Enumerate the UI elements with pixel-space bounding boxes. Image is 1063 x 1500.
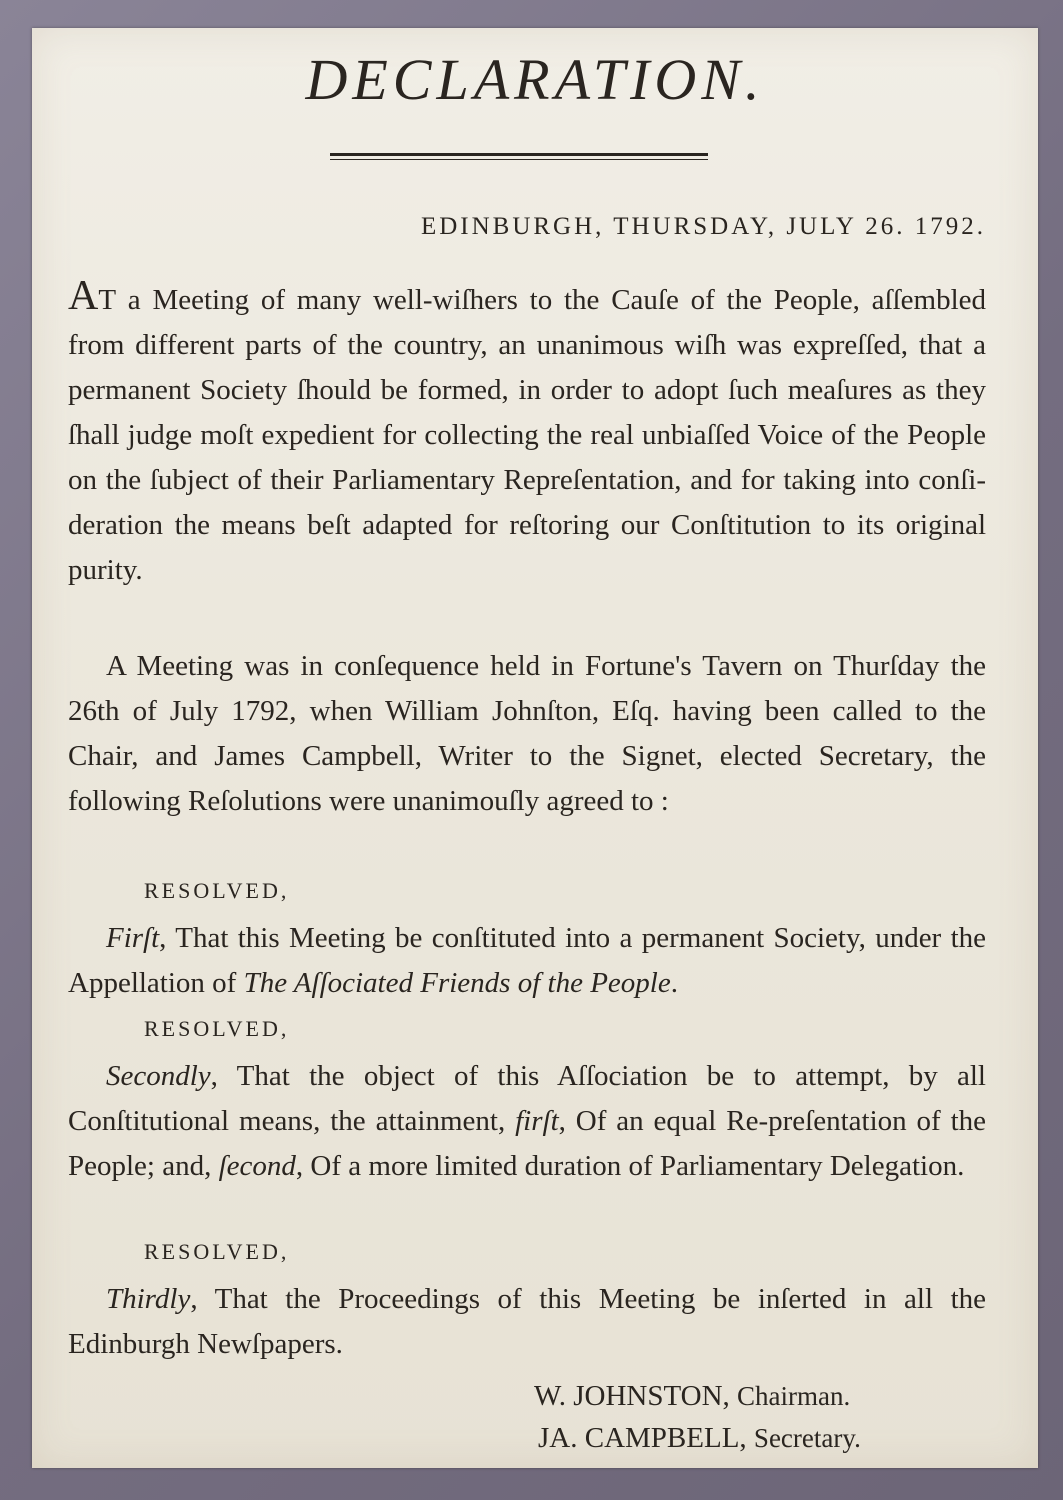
chairman-role: Chairman.	[737, 1381, 851, 1411]
resolution-3	[68, 1277, 986, 1367]
resolution-2-text-c: , Of a more limited duration of Parliamentary Delegation.	[295, 1150, 965, 1182]
resolved-heading-3: RESOLVED,	[144, 1239, 290, 1264]
society-name: The Aſſociated Friends of the People	[243, 967, 671, 999]
meeting-paragraph: A Meeting was in conſequence held in Fortune's Tavern on Thurſday the 26th of July 1792, when William Johnſton, Eſq. having been called to the Chair, and James Campbell, Writer to the Signet, elected Secretary, the following Reſolutions were unanimouſly agreed to :	[68, 650, 986, 817]
resolution-1-ordinal: Firſt	[106, 922, 160, 954]
resolution-1-tail: .	[670, 967, 678, 999]
resolution-3-text: , That the Proceedings of this Meeting be inſerted in all the Edinburgh Newſpapers.	[68, 1283, 986, 1360]
secretary-name: JA. CAMPBELL,	[538, 1422, 747, 1454]
signature-secretary	[538, 1422, 861, 1455]
secretary-role: Secretary.	[753, 1423, 861, 1453]
resolution-2-text-a: , That the object of this Aſſociation be to attempt, by all Conſtitutional means, the attainment,	[68, 1060, 986, 1137]
title-rule-thick	[330, 153, 708, 156]
resolved-heading-2: RESOLVED,	[144, 1016, 290, 1041]
intro-paragraph	[68, 274, 986, 593]
dateline: EDINBURGH, THURSDAY, JULY 26. 1792.	[420, 213, 986, 240]
resolution-2-em-second: ſecond	[218, 1150, 296, 1182]
resolution-3-ordinal: Thirdly	[106, 1283, 191, 1315]
document-title: DECLARATION.	[305, 47, 765, 112]
drop-cap: At	[68, 273, 117, 319]
intro-text: a Meeting of many well-wiſhers to the Cauſe of the People, aſſembled from different parts of the country, an unanimous wiſh was expreſſed, that a permanent Society ſhould be formed, in order to adopt ſuch meaſures as they ſhall judge moſt expedient for collecting the real unbiaſſed Voice of the People on the ſubject of their Parliamentary Repreſentation, and for taking into conſi-deration the means beſt adapted for reſtoring our Conſtitution to its original purity.	[68, 284, 986, 586]
resolution-2-em-first: firſt	[515, 1105, 559, 1137]
chairman-name: W. JOHNSTON,	[534, 1380, 730, 1412]
resolution-2-ordinal: Secondly	[106, 1060, 211, 1092]
declaration-sheet	[32, 28, 1038, 1468]
title-rule-thin	[330, 159, 708, 160]
resolution-1	[68, 916, 986, 1006]
resolution-2	[68, 1054, 986, 1189]
signature-chairman	[534, 1380, 850, 1413]
resolved-heading-1: RESOLVED,	[144, 878, 290, 903]
resolution-2-text-b: , Of an equal Re-preſentation of the People; and,	[68, 1105, 987, 1182]
resolution-1-text: , That this Meeting be conſtituted into a permanent Society, under the Appellation of	[68, 922, 986, 999]
